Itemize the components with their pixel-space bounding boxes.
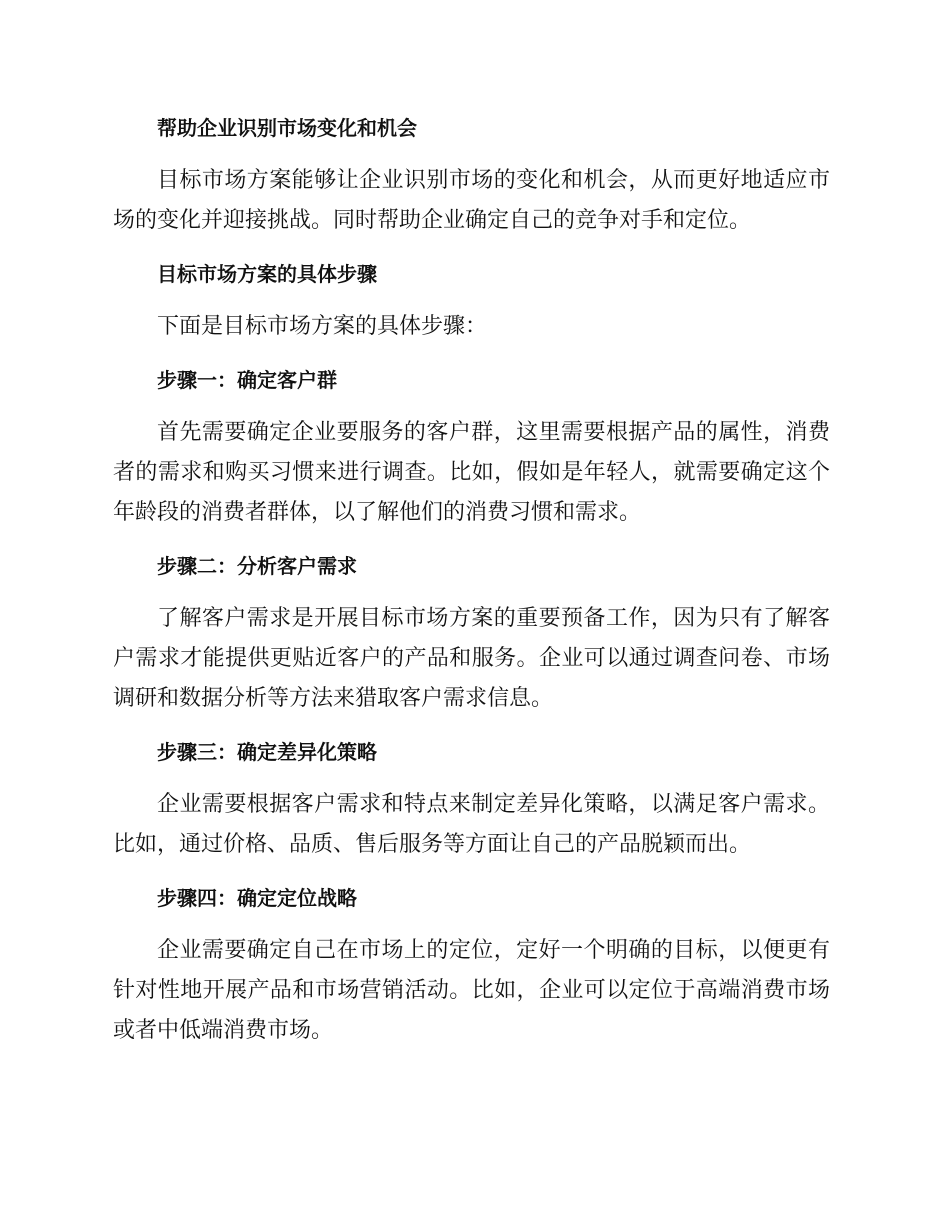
section-paragraph: 首先需要确定企业要服务的客户群，这里需要根据产品的属性，消费者的需求和购买习惯来进行调查。比如，假如是年轻人，就需要确定这个年龄段的消费者群体，以了解他们的消费习惯和需求。 (113, 420, 830, 525)
section-paragraph: 企业需要根据客户需求和特点来制定差异化策略，以满足客户需求。比如，通过价格、品质、售后服务等方面让自己的产品脱颖而出。 (113, 792, 830, 857)
section-heading: 步骤一：确定客户群 (157, 368, 337, 392)
section-heading: 帮助企业识别市场变化和机会 (157, 116, 417, 140)
section-heading: 步骤三：确定差异化策略 (157, 740, 377, 764)
section-heading: 步骤二：分析客户需求 (157, 554, 357, 578)
section-heading: 步骤四：确定定位战略 (157, 886, 357, 910)
section-paragraph: 下面是目标市场方案的具体步骤： (157, 314, 488, 339)
section-paragraph: 了解客户需求是开展目标市场方案的重要预备工作，因为只有了解客户需求才能提供更贴近客户的产品和服务。企业可以通过调查问卷、市场调研和数据分析等方法来猎取客户需求信息。 (113, 606, 830, 711)
section-heading: 目标市场方案的具体步骤 (157, 262, 377, 286)
section-paragraph: 企业需要确定自己在市场上的定位，定好一个明确的目标，以便更有针对性地开展产品和市场营销活动。比如，企业可以定位于高端消费市场或者中低端消费市场。 (113, 938, 830, 1043)
document-page (113, 108, 830, 1051)
section-paragraph: 目标市场方案能够让企业识别市场的变化和机会，从而更好地适应市场的变化并迎接挑战。同时帮助企业确定自己的竞争对手和定位。 (113, 168, 830, 233)
